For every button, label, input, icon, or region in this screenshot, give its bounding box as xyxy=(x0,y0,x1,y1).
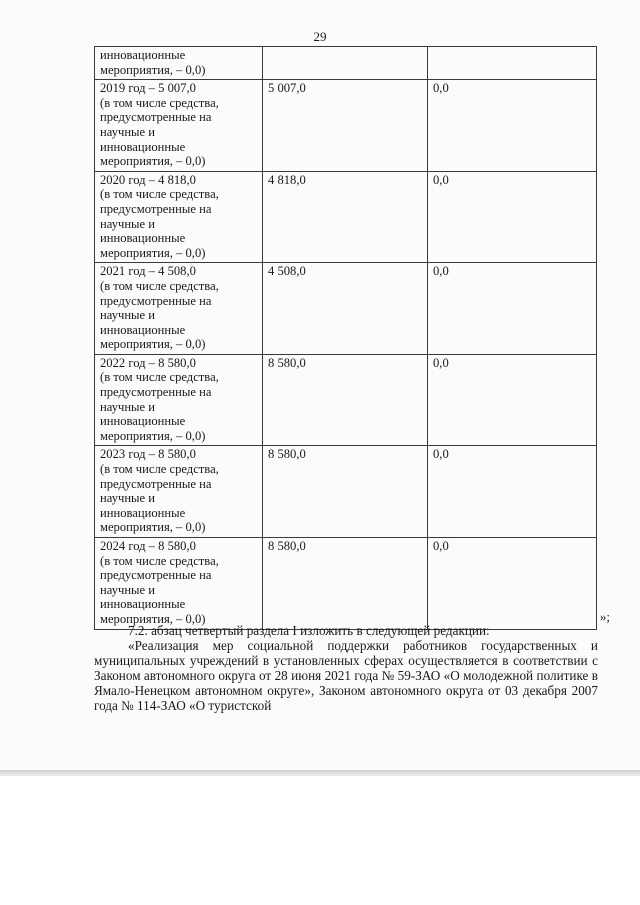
total-cell: 4 818,0 xyxy=(263,171,428,263)
table-row xyxy=(95,263,597,355)
total-cell: 8 580,0 xyxy=(263,446,428,538)
page-number: 29 xyxy=(313,29,327,44)
value-cell: 0,0 xyxy=(428,171,597,263)
value-cell: 0,0 xyxy=(428,354,597,446)
table-row xyxy=(95,446,597,538)
year-cell: 2022 год – 8 580,0 (в том числе средства, предусмотренные на научные и инновационные мероприятия, – 0,0) xyxy=(95,354,263,446)
year-cell: 2021 год – 4 508,0 (в том числе средства, предусмотренные на научные и инновационные мероприятия, – 0,0) xyxy=(95,263,263,355)
scan-page-edge xyxy=(0,770,640,776)
value-cell: 0,0 xyxy=(428,538,597,630)
amount-cell xyxy=(428,47,597,80)
year-cell: 2020 год – 4 818,0 (в том числе средства, предусмотренные на научные и инновационные мероприятия, – 0,0) xyxy=(95,171,263,263)
value-cell: 0,0 xyxy=(428,80,597,172)
value-cell: 0,0 xyxy=(428,263,597,355)
total-cell: 4 508,0 xyxy=(263,263,428,355)
table-row xyxy=(95,171,597,263)
amount-cell xyxy=(263,47,428,80)
table-row xyxy=(95,80,597,172)
total-cell: 8 580,0 xyxy=(263,538,428,630)
year-cell: 2024 год – 8 580,0 (в том числе средства, предусмотренные на научные и инновационные мероприятия, – 0,0) xyxy=(95,538,263,630)
year-cell: инновационные мероприятия, – 0,0) xyxy=(95,47,263,80)
amendment-body-paragraph: «Реализация мер социальной поддержки работников государственных и муниципальных учреждений в установленных сферах осуществляется в соответствии с Законом автономного округа от 28 июня 2021 года № 59-ЗАО «О молодежной политике в Ямало-Ненецком автономном округе», Законом автономного округа от 03 декабря 2007 года № 114-ЗАО «О туристской xyxy=(94,638,598,713)
table-row xyxy=(95,538,597,630)
financing-table xyxy=(94,46,597,630)
value-cell: 0,0 xyxy=(428,446,597,538)
amendment-paragraph: 7.2. абзац четвертый раздела I изложить в следующей редакции: xyxy=(128,623,490,638)
table-row xyxy=(95,354,597,446)
total-cell: 5 007,0 xyxy=(263,80,428,172)
table-row xyxy=(95,47,597,80)
year-cell: 2019 год – 5 007,0 (в том числе средства, предусмотренные на научные и инновационные мероприятия, – 0,0) xyxy=(95,80,263,172)
closing-quote-mark: »; xyxy=(599,609,610,624)
year-cell: 2023 год – 8 580,0 (в том числе средства, предусмотренные на научные и инновационные мероприятия, – 0,0) xyxy=(95,446,263,538)
total-cell: 8 580,0 xyxy=(263,354,428,446)
